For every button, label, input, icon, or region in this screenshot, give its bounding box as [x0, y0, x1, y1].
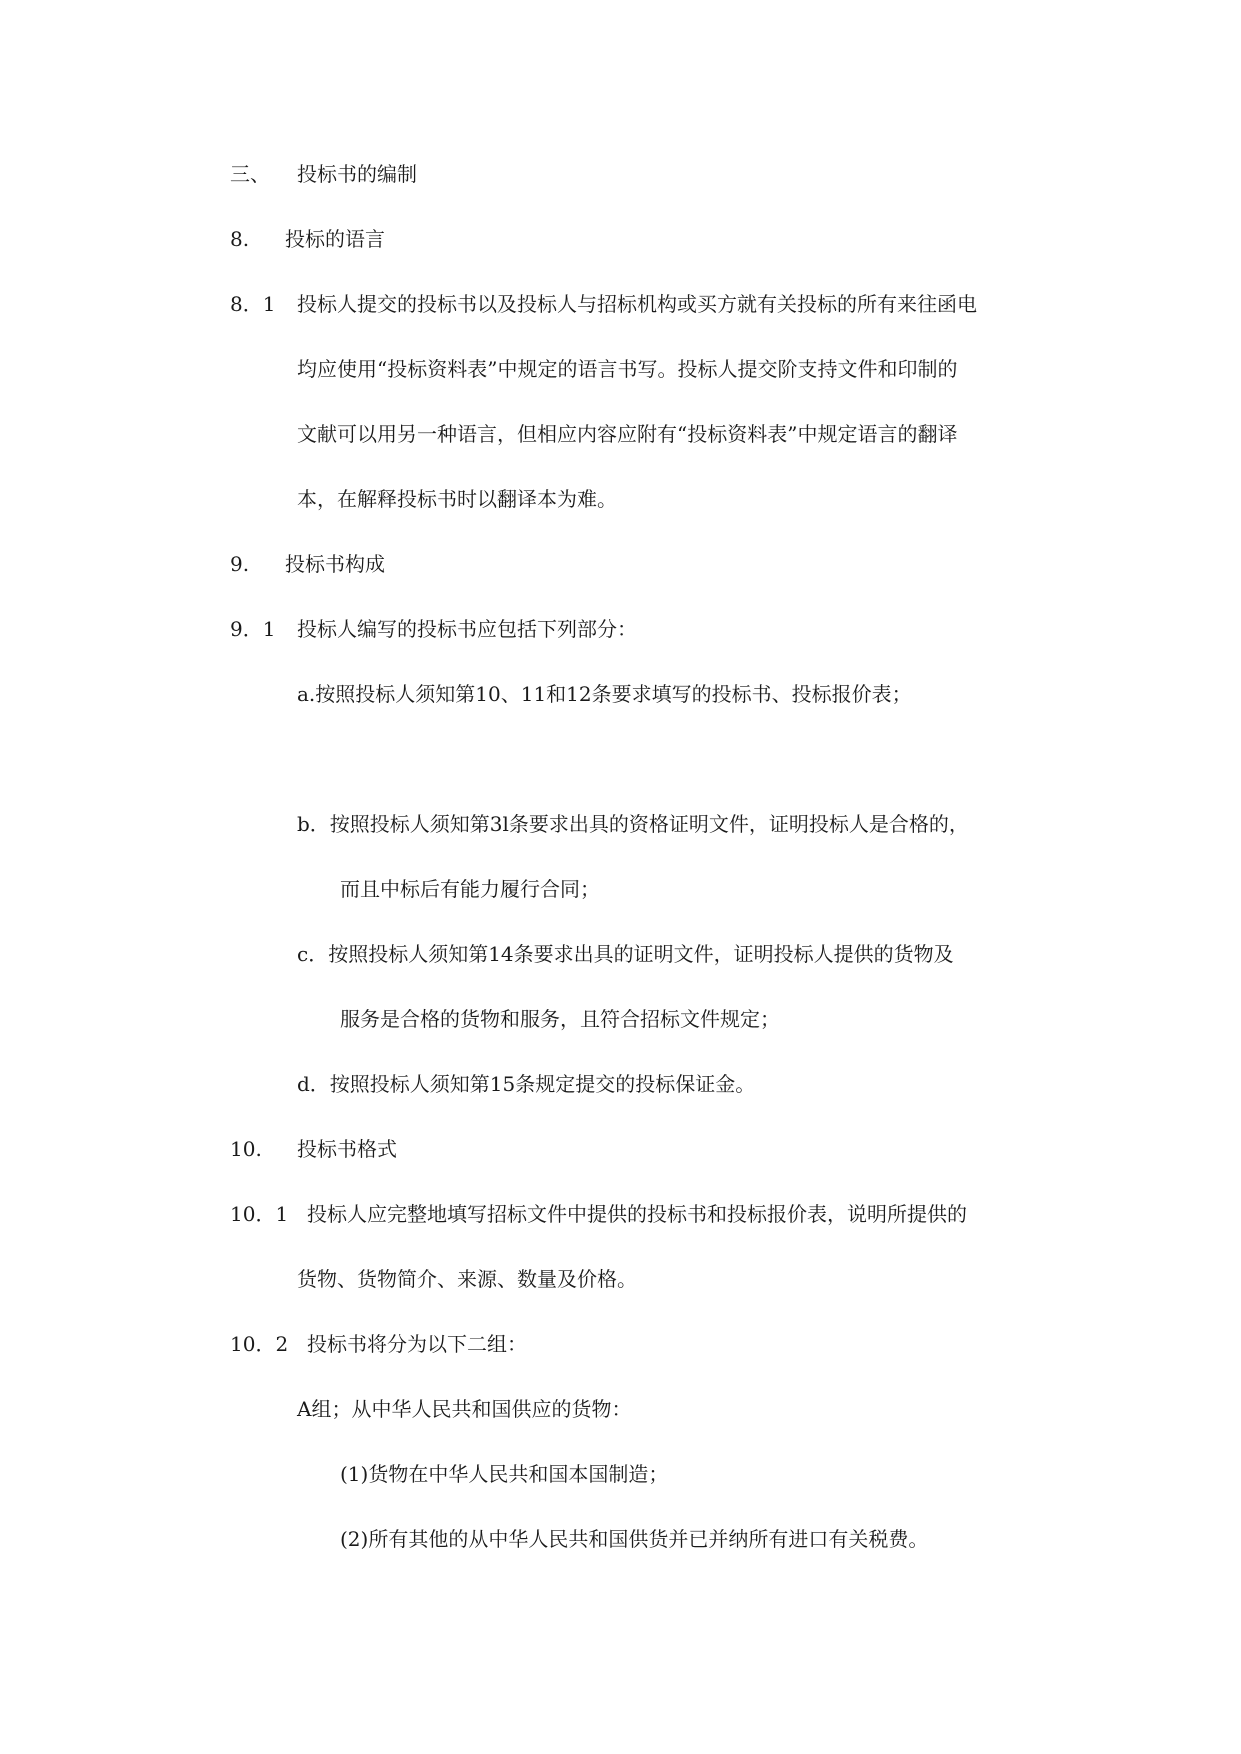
- clause-9-1-number: 9．1: [230, 617, 276, 641]
- clause-8-1-line-1: 投标人提交的投标书以及投标人与招标机构或买方就有关投标的所有来往函电: [297, 292, 977, 316]
- section-number: 三、: [230, 162, 270, 186]
- clause-8-1-line-3: 文献可以用另一种语言，但相应内容应附有“投标资料表”中规定语言的翻译: [297, 422, 958, 446]
- clause-10-1-line-2: 货物、货物简介、来源、数量及价格。: [297, 1267, 637, 1291]
- clause-10-1-line-1: 投标人应完整地填写招标文件中提供的投标书和投标报价表，说明所提供的: [307, 1202, 967, 1226]
- item-b-line-1: b．按照投标人须知第3l条要求出具的资格证明文件，证明投标人是合格的，: [297, 812, 969, 836]
- group-a-title: A组；从中华人民共和国供应的货物：: [297, 1397, 632, 1421]
- clause-8-title: 投标的语言: [285, 227, 385, 251]
- item-d: d．按照投标人须知第15条规定提交的投标保证金。: [297, 1072, 756, 1096]
- item-a: a.按照投标人须知第10、11和12条要求填写的投标书、投标报价表；: [297, 682, 912, 706]
- item-b-line-2: 而且中标后有能力履行合同；: [340, 877, 600, 901]
- clause-10-number: 10.: [230, 1137, 262, 1161]
- section-title: 投标书的编制: [297, 162, 417, 186]
- item-c-line-2: 服务是合格的货物和服务，且符合招标文件规定；: [340, 1007, 780, 1031]
- group-a-item-2: (2)所有其他的从中华人民共和国供货并已并纳所有进口有关税费。: [340, 1527, 929, 1551]
- clause-9-title: 投标书构成: [285, 552, 385, 576]
- clause-8-1-line-2: 均应使用“投标资料表”中规定的语言书写。投标人提交阶支持文件和印制的: [297, 357, 958, 381]
- clause-10-2-text: 投标书将分为以下二组：: [307, 1332, 527, 1356]
- group-a-item-1: (1)货物在中华人民共和国本国制造；: [340, 1462, 669, 1486]
- clause-9-1-text: 投标人编写的投标书应包括下列部分：: [297, 617, 637, 641]
- clause-9-number: 9.: [230, 552, 250, 576]
- clause-8-1-number: 8．1: [230, 292, 276, 316]
- clause-10-title: 投标书格式: [297, 1137, 397, 1161]
- clause-10-2-number: 10．2: [230, 1332, 289, 1356]
- item-c-line-1: c．按照投标人须知第14条要求出具的证明文件，证明投标人提供的货物及: [297, 942, 954, 966]
- clause-10-1-number: 10．1: [230, 1202, 289, 1226]
- clause-8-1-line-4: 本，在解释投标书时以翻译本为难。: [297, 487, 617, 511]
- clause-8-number: 8.: [230, 227, 250, 251]
